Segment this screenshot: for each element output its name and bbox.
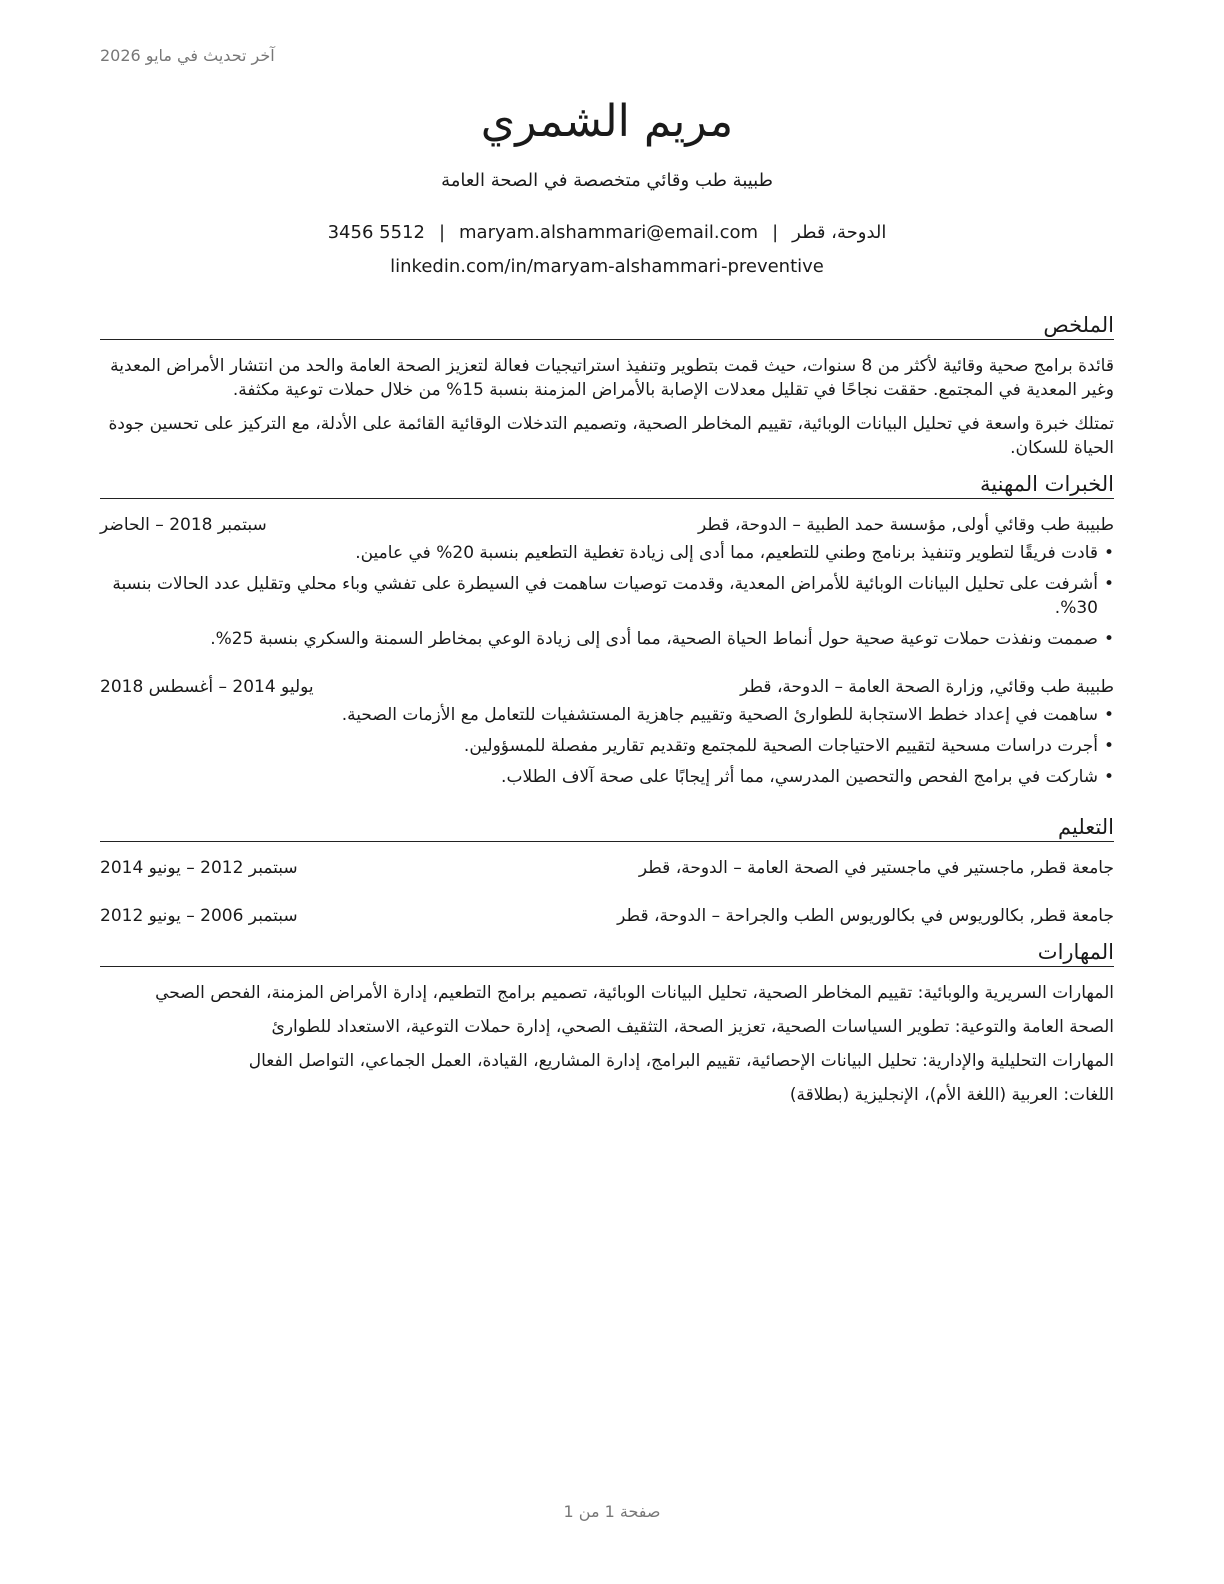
- list-item: • ساهمت في إعداد خطط الاستجابة للطوارئ الصحية وتقييم جاهزية المستشفيات للتعامل مع الأزمات الصحية.: [341, 705, 1114, 725]
- section-heading: الملخص: [100, 311, 1114, 340]
- list-item: • قادت فريقًا لتطوير وتنفيذ برنامج وطني للتطعيم، مما أدى إلى زيادة تغطية التطعيم بنسبة 20% في عامين.: [355, 543, 1114, 563]
- education-section: [100, 813, 1114, 928]
- separator: |: [438, 222, 446, 243]
- job-bullets: [100, 703, 1114, 789]
- bullet-icon: •: [1103, 767, 1114, 787]
- person-name: مريم الشمري: [480, 96, 734, 147]
- education-institution: جامعة قطر, بكالوريوس في بكالوريوس الطب والجراحة – الدوحة، قطر: [617, 906, 1114, 926]
- job-header: [100, 513, 1114, 537]
- bullet-icon: •: [1103, 736, 1114, 756]
- contact-line: [100, 220, 1114, 246]
- skill-line: اللغات: العربية (اللغة الأم)، الإنجليزية (بطلاقة): [789, 1085, 1114, 1105]
- resume-header: [100, 92, 1114, 280]
- job-entry: [100, 675, 1114, 789]
- professional-title: طبيبة طب وقائي متخصصة في الصحة العامة: [441, 170, 773, 191]
- education-dates: سبتمبر 2012 – يونيو 2014: [100, 858, 298, 878]
- bullet-icon: •: [1103, 574, 1114, 594]
- list-item: • صممت ونفذت حملات توعية صحية حول أنماط الحياة الصحية، مما أدى إلى زيادة الوعي بمخاطر السمنة والسكري بنسبة 25%.: [210, 629, 1114, 649]
- location: الدوحة، قطر: [792, 222, 887, 243]
- job-entry: [100, 513, 1114, 651]
- education-dates: سبتمبر 2006 – يونيو 2012: [100, 906, 298, 926]
- section-heading: التعليم: [100, 813, 1114, 842]
- phone-number: 3456 5512: [327, 222, 425, 243]
- skill-line: المهارات التحليلية والإدارية: تحليل البيانات الإحصائية، تقييم البرامج، إدارة المشاريع، القيادة، العمل الجماعي، التواصل الفعال: [248, 1051, 1114, 1071]
- bullet-icon: •: [1103, 705, 1114, 725]
- section-heading: الخبرات المهنية: [100, 470, 1114, 499]
- list-item: • أشرفت على تحليل البيانات الوبائية للأمراض المعدية، وقدمت توصيات ساهمت في السيطرة على تفشي وباء محلي وتقليل عدد الحالات بنسبة 30%.: [112, 574, 1114, 618]
- skill-line: الصحة العامة والتوعية: تطوير السياسات الصحية، تعزيز الصحة، التثقيف الصحي، إدارة حملات التوعية، الاستعداد للطوارئ: [271, 1017, 1114, 1037]
- education-entry: [100, 904, 1114, 928]
- job-dates: يوليو 2014 – أغسطس 2018: [100, 677, 314, 697]
- resume-body: [100, 311, 1114, 1117]
- job-role: طبيبة طب وقائي أولى, مؤسسة حمد الطبية – الدوحة، قطر: [698, 515, 1114, 535]
- summary-section: [100, 311, 1114, 460]
- job-bullets: [100, 541, 1114, 651]
- linkedin-link[interactable]: linkedin.com/in/maryam-alshammari-preventive: [390, 256, 824, 277]
- bullet-icon: •: [1103, 543, 1114, 563]
- list-item: • أجرت دراسات مسحية لتقييم الاحتياجات الصحية للمجتمع وتقديم تقارير مفصلة للمسؤولين.: [463, 736, 1114, 756]
- summary-paragraph: قائدة برامج صحية وقائية لأكثر من 8 سنوات، حيث قمت بتطوير وتنفيذ استراتيجيات فعالة لتعزيز الصحة العامة والحد من انتشار الأمراض المعدية وغير المعدية في المجتمع. حققت نجاحًا في تقليل معدلات الإصابة بالأمراض المزمنة بنسبة 15% من خلال حملات توعية مكثفة.: [110, 356, 1114, 400]
- skills-section: [100, 938, 1114, 1107]
- experience-section: [100, 470, 1114, 789]
- section-heading: المهارات: [100, 938, 1114, 967]
- skill-line: المهارات السريرية والوبائية: تقييم المخاطر الصحية، تحليل البيانات الوبائية، تصميم برامج التطعيم، إدارة الأمراض المزمنة، الفحص الصحي: [155, 983, 1114, 1003]
- education-institution: جامعة قطر, ماجستير في ماجستير في الصحة العامة – الدوحة، قطر: [638, 858, 1114, 878]
- page-number: صفحة 1 من 1: [563, 1502, 661, 1521]
- email-link[interactable]: maryam.alshammari@email.com: [459, 222, 759, 243]
- job-dates: سبتمبر 2018 – الحاضر: [100, 515, 267, 535]
- education-entry: [100, 856, 1114, 880]
- list-item: • شاركت في برامج الفحص والتحصين المدرسي، مما أثر إيجابًا على صحة آلاف الطلاب.: [501, 767, 1114, 787]
- last-updated-note: آخر تحديث في مايو 2026: [100, 46, 275, 65]
- summary-paragraph: تمتلك خبرة واسعة في تحليل البيانات الوبائية، تقييم المخاطر الصحية، وتصميم التدخلات الوقائية القائمة على الأدلة، مع التركيز على تحسين جودة الحياة للسكان.: [108, 414, 1114, 458]
- separator: |: [772, 222, 779, 243]
- bullet-icon: •: [1103, 629, 1114, 649]
- job-header: [100, 675, 1114, 699]
- job-role: طبيبة طب وقائي, وزارة الصحة العامة – الدوحة، قطر: [740, 677, 1114, 697]
